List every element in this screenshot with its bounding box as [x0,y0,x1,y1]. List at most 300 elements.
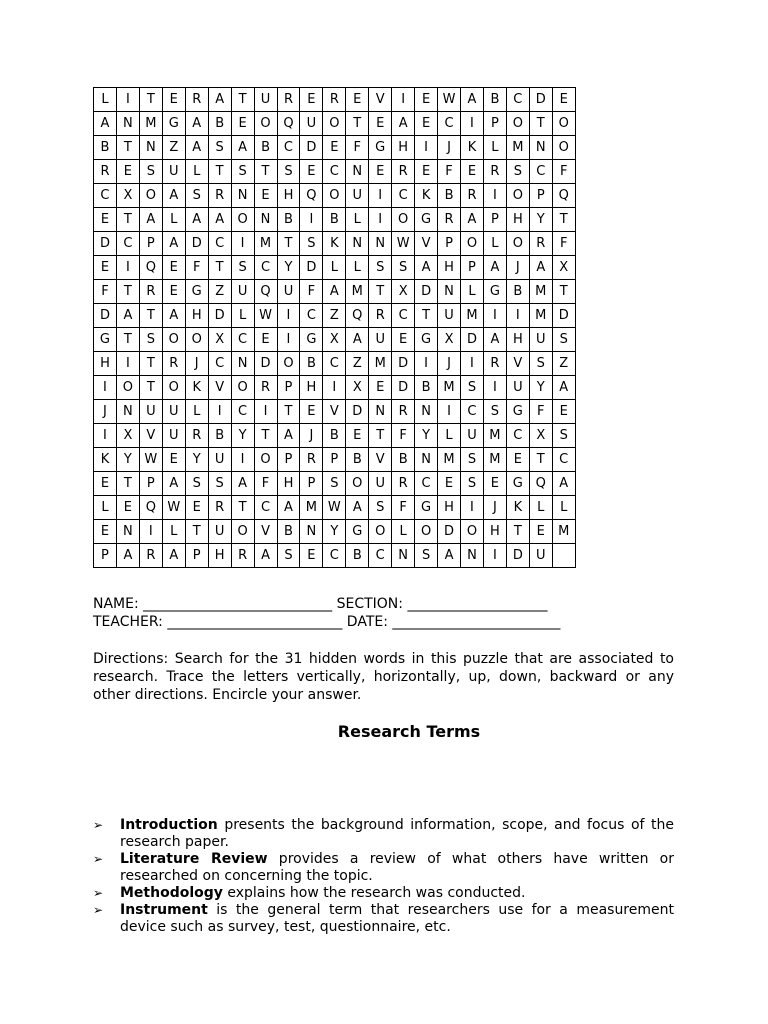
grid-cell[interactable]: M [506,136,529,160]
grid-cell[interactable]: M [529,304,552,328]
grid-cell[interactable]: G [415,208,438,232]
grid-cell[interactable]: P [461,256,484,280]
grid-cell[interactable]: R [139,280,162,304]
grid-cell[interactable]: P [529,184,552,208]
grid-cell[interactable]: D [392,352,415,376]
grid-cell[interactable]: V [208,376,231,400]
grid-cell[interactable]: T [185,520,208,544]
grid-cell[interactable]: Q [139,496,162,520]
grid-cell[interactable]: O [323,112,346,136]
grid-cell[interactable]: R [300,448,323,472]
grid-cell[interactable]: G [94,328,117,352]
grid-cell[interactable]: E [346,424,369,448]
grid-cell[interactable]: Q [346,304,369,328]
grid-cell[interactable]: U [300,112,323,136]
grid-cell[interactable]: O [392,208,415,232]
grid-cell[interactable]: S [185,472,208,496]
grid-cell[interactable]: G [346,520,369,544]
grid-cell[interactable]: S [208,472,231,496]
grid-cell[interactable]: R [254,376,277,400]
grid-cell[interactable]: Z [552,352,575,376]
grid-cell[interactable]: R [231,544,254,568]
grid-cell[interactable]: J [506,256,529,280]
grid-cell[interactable]: X [346,376,369,400]
grid-cell[interactable]: O [506,112,529,136]
grid-cell[interactable]: C [461,400,484,424]
grid-cell[interactable]: T [116,208,139,232]
grid-cell[interactable]: L [94,88,117,112]
grid-cell[interactable]: C [552,448,575,472]
grid-cell[interactable]: L [185,400,208,424]
grid-cell[interactable]: O [323,184,346,208]
grid-cell[interactable]: F [392,496,415,520]
grid-cell[interactable]: E [185,496,208,520]
grid-cell[interactable]: R [461,184,484,208]
grid-cell[interactable]: T [552,208,575,232]
grid-cell[interactable]: D [552,304,575,328]
grid-cell[interactable]: C [369,544,392,568]
grid-cell[interactable]: I [415,352,438,376]
grid-cell[interactable]: S [392,256,415,280]
grid-cell[interactable]: A [346,328,369,352]
grid-cell[interactable]: U [529,544,552,568]
grid-cell[interactable]: N [369,232,392,256]
grid-cell[interactable]: S [139,160,162,184]
grid-cell[interactable]: B [392,448,415,472]
grid-cell[interactable]: Q [277,112,300,136]
grid-cell[interactable]: T [254,160,277,184]
grid-cell[interactable]: M [483,424,506,448]
grid-cell[interactable]: I [438,400,461,424]
grid-cell[interactable]: A [277,424,300,448]
grid-cell[interactable]: B [277,208,300,232]
grid-cell[interactable]: F [254,472,277,496]
grid-cell[interactable]: I [392,88,415,112]
grid-cell[interactable]: V [254,520,277,544]
grid-cell[interactable]: D [254,352,277,376]
grid-cell[interactable]: S [277,160,300,184]
grid-cell[interactable]: M [461,304,484,328]
grid-cell[interactable]: M [529,280,552,304]
grid-cell[interactable]: H [506,328,529,352]
grid-cell[interactable]: E [369,160,392,184]
grid-cell[interactable]: N [392,544,415,568]
grid-cell[interactable]: O [552,136,575,160]
grid-cell[interactable]: P [323,448,346,472]
grid-cell[interactable]: M [346,280,369,304]
grid-cell[interactable]: Y [323,520,346,544]
grid-cell[interactable]: Q [139,256,162,280]
grid-cell[interactable]: C [323,160,346,184]
grid-cell[interactable]: P [277,376,300,400]
grid-cell[interactable]: N [369,400,392,424]
grid-cell[interactable]: A [461,208,484,232]
grid-cell[interactable]: A [139,208,162,232]
grid-cell[interactable]: L [323,256,346,280]
grid-cell[interactable]: I [323,376,346,400]
grid-cell[interactable]: U [277,280,300,304]
grid-cell[interactable]: A [162,544,185,568]
grid-cell[interactable]: A [254,544,277,568]
grid-cell[interactable]: B [323,208,346,232]
grid-cell[interactable]: T [231,496,254,520]
grid-cell[interactable]: W [162,496,185,520]
grid-cell[interactable]: L [231,304,254,328]
grid-cell[interactable]: Q [254,280,277,304]
grid-cell[interactable]: I [369,184,392,208]
grid-cell[interactable]: E [116,496,139,520]
grid-cell[interactable]: S [461,448,484,472]
grid-cell[interactable]: I [300,208,323,232]
grid-cell[interactable]: V [506,352,529,376]
grid-cell[interactable]: T [529,448,552,472]
grid-cell[interactable]: U [208,520,231,544]
grid-cell[interactable]: E [231,112,254,136]
grid-cell[interactable]: O [461,520,484,544]
grid-cell[interactable]: S [552,424,575,448]
grid-cell[interactable]: C [323,544,346,568]
grid-cell[interactable]: E [300,88,323,112]
grid-cell[interactable]: T [139,376,162,400]
grid-cell[interactable]: O [139,184,162,208]
grid-cell[interactable]: I [277,304,300,328]
grid-cell[interactable]: C [231,328,254,352]
grid-cell[interactable]: E [323,136,346,160]
grid-cell[interactable]: I [94,424,117,448]
grid-cell[interactable]: L [392,520,415,544]
grid-cell[interactable]: E [300,160,323,184]
grid-cell[interactable]: I [461,496,484,520]
grid-cell[interactable]: B [208,424,231,448]
grid-cell[interactable]: S [552,328,575,352]
grid-cell[interactable]: A [162,184,185,208]
grid-cell[interactable]: D [208,304,231,328]
grid-cell[interactable]: E [483,472,506,496]
grid-cell[interactable]: U [529,328,552,352]
grid-cell[interactable]: C [392,184,415,208]
grid-cell[interactable]: E [300,544,323,568]
grid-cell[interactable]: I [231,232,254,256]
grid-cell[interactable]: O [162,328,185,352]
grid-cell[interactable]: S [506,160,529,184]
grid-cell[interactable]: B [208,112,231,136]
grid-cell[interactable]: A [94,112,117,136]
grid-cell[interactable]: L [346,208,369,232]
grid-cell[interactable]: A [323,280,346,304]
grid-cell[interactable]: R [483,160,506,184]
grid-cell[interactable]: E [552,88,575,112]
grid-cell[interactable]: C [94,184,117,208]
grid-cell[interactable]: S [461,376,484,400]
grid-cell[interactable]: T [116,280,139,304]
grid-cell[interactable]: N [231,184,254,208]
grid-cell[interactable]: N [438,280,461,304]
grid-cell[interactable]: T [254,424,277,448]
grid-cell[interactable]: F [346,136,369,160]
grid-cell[interactable]: S [231,160,254,184]
grid-cell[interactable]: J [483,496,506,520]
grid-cell[interactable]: U [369,472,392,496]
grid-cell[interactable]: E [438,472,461,496]
grid-cell[interactable]: C [254,496,277,520]
grid-cell[interactable]: A [529,256,552,280]
grid-cell[interactable]: D [94,232,117,256]
grid-cell[interactable]: L [529,496,552,520]
grid-cell[interactable] [552,544,575,568]
grid-cell[interactable]: N [116,400,139,424]
grid-cell[interactable]: O [346,472,369,496]
grid-cell[interactable]: Q [552,184,575,208]
grid-cell[interactable]: H [300,376,323,400]
grid-cell[interactable]: B [346,448,369,472]
grid-cell[interactable]: S [231,256,254,280]
grid-cell[interactable]: Z [162,136,185,160]
grid-cell[interactable]: C [415,472,438,496]
grid-cell[interactable]: G [483,280,506,304]
grid-cell[interactable]: P [483,208,506,232]
grid-cell[interactable]: E [116,160,139,184]
grid-cell[interactable]: I [483,184,506,208]
grid-cell[interactable]: A [415,256,438,280]
grid-cell[interactable]: M [552,520,575,544]
grid-cell[interactable]: N [116,112,139,136]
grid-cell[interactable]: G [415,496,438,520]
grid-cell[interactable]: S [415,544,438,568]
grid-cell[interactable]: G [506,400,529,424]
grid-cell[interactable]: E [369,112,392,136]
grid-cell[interactable]: R [94,160,117,184]
grid-cell[interactable]: A [438,544,461,568]
grid-cell[interactable]: P [94,544,117,568]
grid-cell[interactable]: L [162,520,185,544]
grid-cell[interactable]: A [392,112,415,136]
grid-cell[interactable]: T [277,400,300,424]
grid-cell[interactable]: R [392,160,415,184]
grid-cell[interactable]: L [483,136,506,160]
grid-cell[interactable]: X [552,256,575,280]
grid-cell[interactable]: R [139,544,162,568]
grid-cell[interactable]: Y [116,448,139,472]
grid-cell[interactable]: O [277,352,300,376]
grid-cell[interactable]: E [162,256,185,280]
grid-cell[interactable]: V [139,424,162,448]
grid-cell[interactable]: A [162,472,185,496]
grid-cell[interactable]: J [438,352,461,376]
grid-cell[interactable]: D [415,280,438,304]
grid-cell[interactable]: D [94,304,117,328]
grid-cell[interactable]: Z [208,280,231,304]
grid-cell[interactable]: C [208,232,231,256]
grid-cell[interactable]: C [506,424,529,448]
grid-cell[interactable]: J [438,136,461,160]
grid-cell[interactable]: D [461,328,484,352]
grid-cell[interactable]: A [231,472,254,496]
grid-cell[interactable]: L [94,496,117,520]
grid-cell[interactable]: F [185,256,208,280]
grid-cell[interactable]: T [116,472,139,496]
grid-cell[interactable]: T [552,280,575,304]
grid-cell[interactable]: C [300,304,323,328]
grid-cell[interactable]: C [277,136,300,160]
grid-cell[interactable]: V [323,400,346,424]
grid-cell[interactable]: I [139,520,162,544]
grid-cell[interactable]: B [254,136,277,160]
grid-cell[interactable]: C [506,88,529,112]
grid-cell[interactable]: R [323,88,346,112]
grid-cell[interactable]: D [529,88,552,112]
grid-cell[interactable]: T [139,352,162,376]
grid-cell[interactable]: C [438,112,461,136]
grid-cell[interactable]: H [392,136,415,160]
grid-cell[interactable]: I [116,88,139,112]
grid-cell[interactable]: D [506,544,529,568]
grid-cell[interactable]: K [461,136,484,160]
grid-cell[interactable]: D [300,256,323,280]
grid-cell[interactable]: L [185,160,208,184]
grid-cell[interactable]: D [346,400,369,424]
grid-cell[interactable]: C [231,400,254,424]
grid-cell[interactable]: D [185,232,208,256]
grid-cell[interactable]: B [94,136,117,160]
grid-cell[interactable]: O [231,376,254,400]
grid-cell[interactable]: K [415,184,438,208]
grid-cell[interactable]: C [208,352,231,376]
grid-cell[interactable]: O [185,328,208,352]
grid-cell[interactable]: B [346,544,369,568]
grid-cell[interactable]: R [208,184,231,208]
grid-cell[interactable]: D [392,376,415,400]
grid-cell[interactable]: H [506,208,529,232]
grid-cell[interactable]: C [323,352,346,376]
grid-cell[interactable]: W [392,232,415,256]
grid-cell[interactable]: G [185,280,208,304]
grid-cell[interactable]: E [162,448,185,472]
grid-cell[interactable]: P [277,448,300,472]
grid-cell[interactable]: V [415,232,438,256]
grid-cell[interactable]: X [529,424,552,448]
grid-cell[interactable]: T [139,304,162,328]
grid-cell[interactable]: A [483,328,506,352]
grid-cell[interactable]: W [139,448,162,472]
grid-cell[interactable]: I [483,544,506,568]
grid-cell[interactable]: A [208,208,231,232]
grid-cell[interactable]: P [438,232,461,256]
grid-cell[interactable]: X [438,328,461,352]
grid-cell[interactable]: F [438,160,461,184]
grid-cell[interactable]: L [346,256,369,280]
grid-cell[interactable]: P [139,472,162,496]
grid-cell[interactable]: H [438,256,461,280]
grid-cell[interactable]: G [300,328,323,352]
grid-cell[interactable]: Z [346,352,369,376]
grid-cell[interactable]: T [369,424,392,448]
grid-cell[interactable]: U [162,160,185,184]
grid-cell[interactable]: B [277,520,300,544]
grid-cell[interactable]: A [483,256,506,280]
grid-cell[interactable]: X [392,280,415,304]
grid-cell[interactable]: S [185,184,208,208]
grid-cell[interactable]: R [438,208,461,232]
grid-cell[interactable]: B [438,184,461,208]
grid-cell[interactable]: O [254,112,277,136]
grid-cell[interactable]: M [300,496,323,520]
grid-cell[interactable]: O [231,520,254,544]
grid-cell[interactable]: I [208,400,231,424]
grid-cell[interactable]: N [139,136,162,160]
grid-cell[interactable]: R [483,352,506,376]
grid-cell[interactable]: I [116,256,139,280]
grid-cell[interactable]: T [346,112,369,136]
grid-cell[interactable]: A [162,304,185,328]
grid-cell[interactable]: H [94,352,117,376]
grid-cell[interactable]: K [94,448,117,472]
grid-cell[interactable]: S [369,496,392,520]
grid-cell[interactable]: I [483,304,506,328]
grid-cell[interactable]: S [208,136,231,160]
grid-cell[interactable]: Y [231,424,254,448]
grid-cell[interactable]: A [231,136,254,160]
grid-cell[interactable]: X [323,328,346,352]
grid-cell[interactable]: M [369,352,392,376]
grid-cell[interactable]: L [552,496,575,520]
grid-cell[interactable]: M [438,448,461,472]
grid-cell[interactable]: E [415,112,438,136]
grid-cell[interactable]: T [208,256,231,280]
grid-cell[interactable]: B [323,424,346,448]
grid-cell[interactable]: V [369,88,392,112]
grid-cell[interactable]: T [231,88,254,112]
grid-cell[interactable]: I [461,352,484,376]
grid-cell[interactable]: E [506,448,529,472]
grid-cell[interactable]: O [369,520,392,544]
grid-cell[interactable]: E [94,520,117,544]
grid-cell[interactable]: I [461,112,484,136]
grid-cell[interactable]: E [415,88,438,112]
grid-cell[interactable]: N [300,520,323,544]
grid-cell[interactable]: B [300,352,323,376]
grid-cell[interactable]: J [94,400,117,424]
grid-cell[interactable]: H [185,304,208,328]
grid-cell[interactable]: R [529,232,552,256]
grid-cell[interactable]: E [162,88,185,112]
grid-cell[interactable]: N [529,136,552,160]
grid-cell[interactable]: E [162,280,185,304]
grid-cell[interactable]: E [254,184,277,208]
grid-cell[interactable]: B [483,88,506,112]
grid-cell[interactable]: R [392,400,415,424]
grid-cell[interactable]: U [369,328,392,352]
grid-cell[interactable]: G [162,112,185,136]
grid-cell[interactable]: G [506,472,529,496]
grid-cell[interactable]: O [552,112,575,136]
grid-cell[interactable]: S [529,352,552,376]
grid-cell[interactable]: Y [277,256,300,280]
grid-cell[interactable]: T [369,280,392,304]
grid-cell[interactable]: H [483,520,506,544]
grid-cell[interactable]: U [506,376,529,400]
grid-cell[interactable]: A [116,544,139,568]
grid-cell[interactable]: I [231,448,254,472]
grid-cell[interactable]: A [208,88,231,112]
grid-cell[interactable]: K [185,376,208,400]
grid-cell[interactable]: L [483,232,506,256]
grid-cell[interactable]: N [231,352,254,376]
grid-cell[interactable]: F [529,400,552,424]
grid-cell[interactable]: S [139,328,162,352]
grid-cell[interactable]: A [461,88,484,112]
grid-cell[interactable]: M [438,376,461,400]
grid-cell[interactable]: O [231,208,254,232]
